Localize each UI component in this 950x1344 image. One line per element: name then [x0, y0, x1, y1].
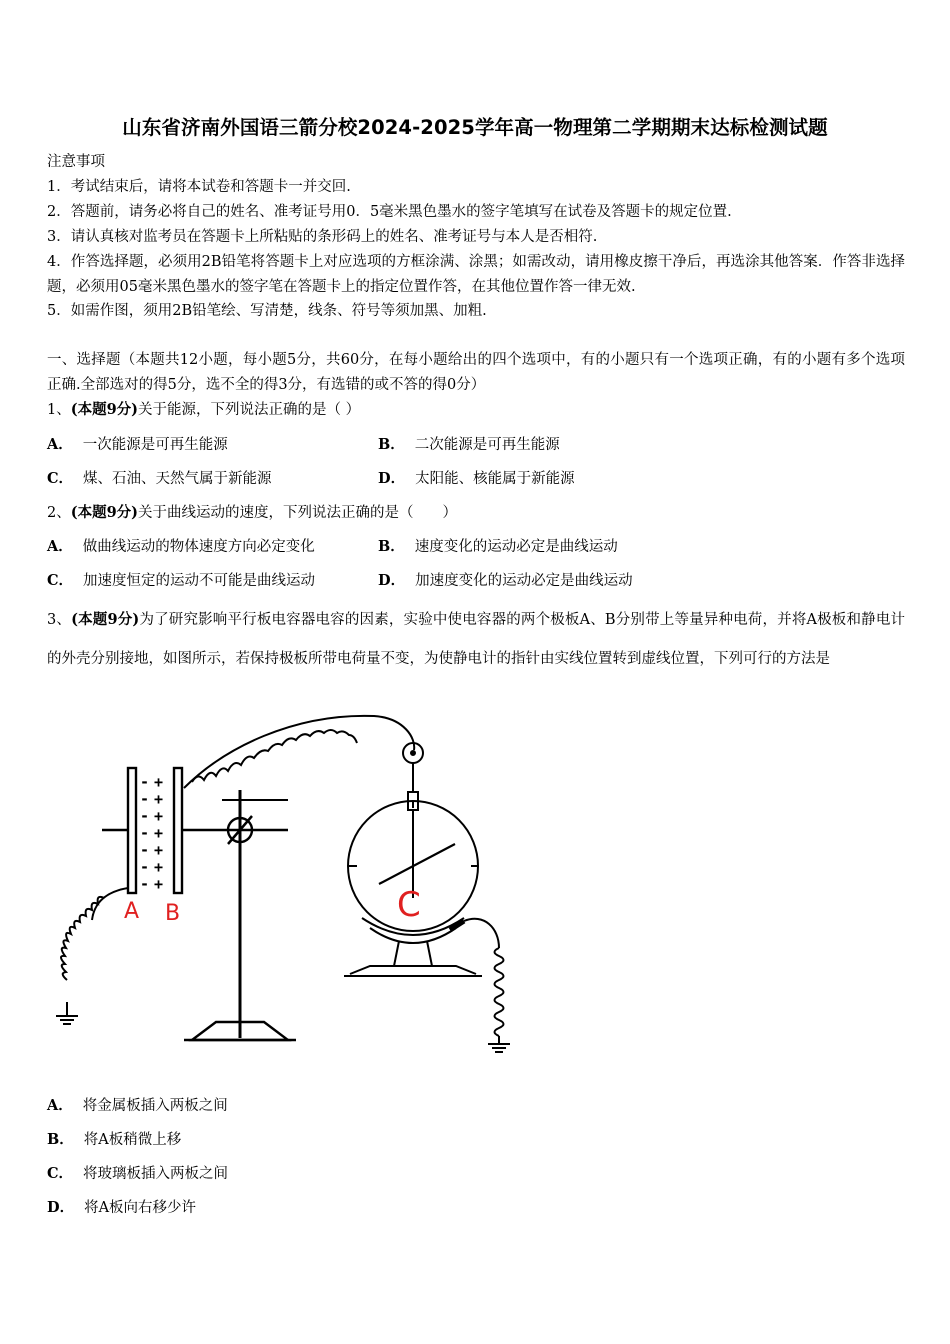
- svg-text:-: -: [140, 858, 150, 876]
- q1-option-c: C． 煤、石油、天然气属于新能源: [47, 470, 272, 487]
- question-score-tag: (本题9分): [70, 401, 139, 418]
- q3-option-c: C． 将玻璃板插入两板之间: [47, 1165, 229, 1182]
- note-item-5: 5．如需作图，须用2B铅笔绘、写清楚，线条、符号等须加黑、加粗.: [47, 303, 487, 319]
- q3-option-b: B． 将A板稍微上移: [47, 1131, 182, 1148]
- q3-option-a: A． 将金属板插入两板之间: [47, 1097, 228, 1114]
- section-intro: 一、选择题（本题共12小题，每小题5分，共60分，在每小题给出的四个选项中，有的小题只有一个选项正确，有的小题有多个选项正确.全部选对的得5分，选不全的得3分，有选错的或不答的得0分）: [47, 352, 905, 393]
- question-score-tag: (本题9分): [70, 504, 139, 521]
- q2-option-c: C． 加速度恒定的运动不可能是曲线运动: [47, 572, 316, 589]
- q1-option-b: B． 二次能源是可再生能源: [378, 436, 560, 453]
- q3-option-d: D． 将A板向右移少许: [47, 1199, 197, 1216]
- question-3-stem: [47, 600, 905, 679]
- svg-text:+: +: [154, 807, 164, 825]
- svg-text:+: +: [154, 875, 164, 893]
- plate-a-label: A: [124, 899, 140, 924]
- plate-b: [174, 768, 182, 893]
- question-text: 为了研究影响平行板电容器电容的因素，实验中使电容器的两个极板A、B分别带上等量异种电荷，并将A极板和静电计的外壳分别接地，如图所示，若保持极板所带电荷量不变，为使静电计的指针由实线位置转到虚线位置，下列可行的方法是: [47, 612, 905, 667]
- question-number: 3、: [47, 612, 72, 628]
- svg-text:-: -: [140, 824, 150, 842]
- note-item-1: 1．考试结束后，请将本试卷和答题卡一并交回.: [47, 179, 351, 195]
- question-2-stem: [47, 503, 457, 523]
- note-item-2: 2．答题前，请务必将自己的姓名、准考证号用0．5毫米黑色墨水的签字笔填写在试卷及答题卡的规定位置.: [47, 204, 732, 220]
- note-item-3: 3．请认真核对监考员在答题卡上所粘贴的条形码上的姓名、准考证号与本人是否相符.: [47, 229, 598, 245]
- plate-a: [128, 768, 136, 893]
- q2-option-a: A． 做曲线运动的物体速度方向必定变化: [47, 538, 315, 555]
- svg-text:-: -: [140, 875, 150, 893]
- question-number: 2、: [47, 505, 71, 521]
- note-item-4: 4．作答选择题，必须用2B铅笔将答题卡上对应选项的方框涂满、涂黑；如需改动，请用橡皮擦干净后，再选涂其他答案．作答非选择题，必须用05毫米黑色墨水的签字笔在答题卡上的指定位置作答，在其他位置作答一律无效.: [47, 254, 905, 295]
- notes-heading: 注意事项: [47, 154, 105, 170]
- question-number: 1、: [47, 402, 71, 418]
- connecting-wire: [184, 716, 414, 788]
- electroscope-needle: [379, 844, 455, 884]
- svg-text:-: -: [140, 841, 150, 859]
- q1-option-a: A． 一次能源是可再生能源: [47, 436, 228, 453]
- svg-text:-: -: [140, 807, 150, 825]
- electroscope-label: C: [397, 885, 421, 925]
- question-text: 关于曲线运动的速度，下列说法正确的是（ ）: [138, 505, 458, 521]
- svg-text:-: -: [140, 790, 150, 808]
- page-title: 山东省济南外国语三箭分校2024-2025学年高一物理第二学期期末达标检测试题: [122, 116, 828, 139]
- svg-text:-: -: [140, 773, 150, 791]
- svg-text:+: +: [154, 824, 164, 842]
- q1-option-d: D． 太阳能、核能属于新能源: [378, 470, 575, 487]
- q2-option-b: B． 速度变化的运动必定是曲线运动: [378, 538, 618, 555]
- svg-text:+: +: [154, 773, 164, 791]
- question-1-stem: [47, 400, 360, 420]
- svg-text:+: +: [154, 790, 164, 808]
- svg-text:+: +: [154, 858, 164, 876]
- question-text: 关于能源，下列说法正确的是（ ）: [138, 402, 361, 418]
- q2-option-d: D． 加速度变化的运动必定是曲线运动: [378, 572, 633, 589]
- capacitor-electroscope-figure: [44, 708, 514, 1058]
- plate-b-label: B: [165, 901, 181, 926]
- svg-text:+: +: [154, 841, 164, 859]
- question-score-tag: (本题9分): [71, 611, 140, 628]
